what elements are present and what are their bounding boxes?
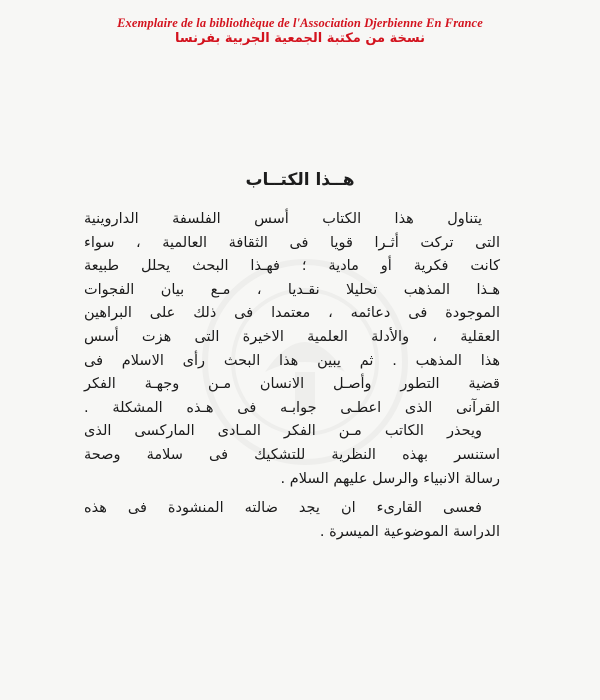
book-title: هــذا الكتــاب [245,170,355,190]
paragraph-line: الدراسة الموضوعية الميسرة . [319,523,500,540]
paragraph-line: رسالة الانبياء والرسل عليهم السلام . [280,470,500,487]
description-paragraph-2 [84,497,500,544]
paragraph-line: الموجودة فى دعائمه ، معتمدا فى ذلك على البراهين [84,305,500,322]
paragraph-line: ويحذر الكاتب مـن الفكر المـادى الماركسى الذى [84,423,482,440]
paragraph-line: قضية التطور وأصـل الانسان مـن وجهـة الفكر [84,376,500,393]
library-stamp-french: Exemplaire de la bibliothèque de l'Association Djerbienne En France [117,16,483,30]
library-stamp-arabic: نسخة من مكتبة الجمعية الجربية بفرنسا [175,31,425,46]
description-paragraph-1 [84,208,500,491]
paragraph-line: القرآنى الذى اعطـى جوابـه فى هـذه المشكلة . [84,399,500,416]
paragraph-line: يتناول هذا الكتاب أسس الفلسفة الداروينية [84,211,482,227]
paragraph-line: هذا المذهب . ثم يبين هذا البحث رأى الاسلام فى [84,352,500,369]
paragraph-line: هـذا المذهب تحليلا نقـديا ، مـع بيان الفجوات [84,281,500,298]
paragraph-line: كانت فكرية أو مادية ؛ فهـذا البحث يحلل طبيعة [84,258,500,275]
paragraph-line: فعسى القارىء ان يجد ضالته المنشودة فى هذه [84,500,482,516]
paragraph-line: العقلية ، والأدلة العلمية الاخيرة التى هزت أسس [84,328,500,345]
paragraph-line: استنسر بهذه النظرية للتشكيك فى سلامة وصحة [84,446,500,463]
paragraph-line: التى تركت أثـرا قويا فى الثقافة العالمية ، سواء [84,234,500,251]
